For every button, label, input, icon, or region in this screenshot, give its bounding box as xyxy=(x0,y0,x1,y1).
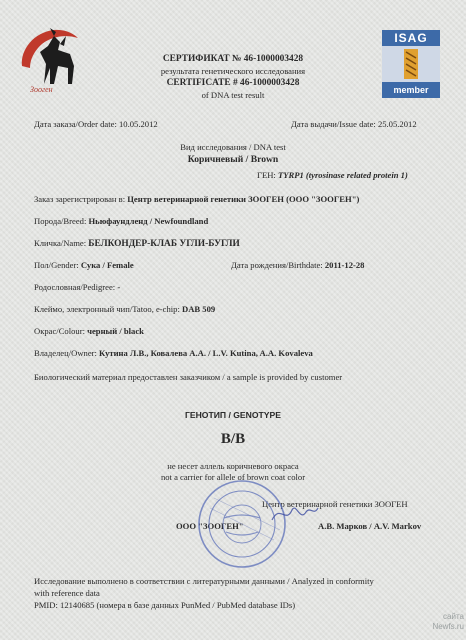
breed-value: Ньюфаундленд / Newfoundland xyxy=(88,216,209,226)
gene-line xyxy=(257,170,408,181)
certificate-title-ru: СЕРТИФИКАТ № 46-1000003428 xyxy=(162,54,304,64)
birthdate-line xyxy=(231,260,364,271)
gender-line xyxy=(34,260,134,271)
order-date-value: 10.05.2012 xyxy=(119,119,158,129)
certificate-subtitle-ru: результата генетического исследования xyxy=(160,66,306,76)
issue-date xyxy=(291,119,417,130)
logo-text: Зооген xyxy=(30,85,53,94)
breed-label: Порода/Breed: xyxy=(34,216,87,226)
site-watermark xyxy=(432,612,464,632)
isag-member-label: member xyxy=(382,82,440,98)
birthdate-label: Дата рождения/Birthdate: xyxy=(231,260,323,270)
issue-date-value: 25.05.2012 xyxy=(377,119,417,129)
result-note-en: not a carrier for allele of brown coat color xyxy=(160,472,306,482)
registered-line xyxy=(34,194,359,205)
company-name: ООО "ЗООГЕН" xyxy=(176,521,244,531)
order-date xyxy=(34,119,158,130)
gender-value: Сука / Female xyxy=(80,260,134,270)
gender-label: Пол/Gender: xyxy=(34,260,79,270)
pubmed-ids: PMID: 12140685 (номера в базе данных PunMed / PubMed database IDs) xyxy=(34,600,296,610)
chip-label: Клеймо, электронный чип/Tatoo, e-chip: xyxy=(34,304,180,314)
watermark-line-1: сайта xyxy=(443,612,464,621)
dna-test-label: Вид исследования / DNA test xyxy=(180,142,286,152)
result-note-ru: не несет аллель коричневого окраса xyxy=(167,461,299,471)
birthdate-value: 2011-12-28 xyxy=(324,260,365,270)
order-date-label: Дата заказа/Order date: xyxy=(34,119,117,129)
genotype-value: B/B xyxy=(220,431,246,447)
name-label: Кличка/Name: xyxy=(34,238,87,248)
owner-line xyxy=(34,348,313,359)
gene-label: ГЕН: xyxy=(257,170,276,180)
certificate-subtitle-en: of DNA test result xyxy=(201,90,265,100)
center-name: Центр ветеринарной генетики ЗООГЕН xyxy=(262,499,408,509)
genotype-label: ГЕНОТИП / GENOTYPE xyxy=(184,410,281,420)
dna-test-value: Коричневый / Brown xyxy=(187,154,279,165)
chip-line xyxy=(34,304,215,315)
chip-value: DAB 509 xyxy=(182,304,216,314)
registered-label: Заказ зарегистрирован в: xyxy=(34,194,126,204)
certificate-title-en: CERTIFICATE # 46-1000003428 xyxy=(166,78,300,88)
conformity-line-2: with reference data xyxy=(34,588,100,598)
colour-value: черный / black xyxy=(87,326,144,336)
registered-value: Центр ветеринарной генетики ЗООГЕН (ООО "ЗООГЕН") xyxy=(127,194,360,204)
owner-label: Владелец/Owner: xyxy=(34,348,97,358)
breed-line xyxy=(34,216,208,227)
isag-name: ISAG xyxy=(382,30,440,46)
handwritten-signature xyxy=(270,500,320,531)
pedigree-label: Родословная/Pedigree: xyxy=(34,282,116,292)
colour-line xyxy=(34,326,144,337)
watermark-line-2: Newfs.ru xyxy=(432,622,464,631)
owner-value: Кутина Л.В., Ковалева А.А. / L.V. Kutina, A.A. Kovaleva xyxy=(99,348,313,358)
pedigree-line xyxy=(34,282,120,293)
signer-name: А.В. Марков / A.V. Markov xyxy=(318,521,422,531)
conformity-line-1: Исследование выполнено в соответствии с литературными данными / Analyzed in conformity xyxy=(34,576,374,586)
biomaterial-note: Биологический материал предоставлен заказчиком / a sample is provided by customer xyxy=(34,372,343,382)
name-line xyxy=(34,238,240,250)
gene-value: TYRP1 (tyrosinase related protein 1) xyxy=(277,170,408,180)
pedigree-value: - xyxy=(117,282,121,292)
signature-scribble-icon xyxy=(270,500,320,526)
name-value: БЕЛКОНДЕР-КЛАБ УГЛИ-БУГЛИ xyxy=(88,239,240,249)
colour-label: Окрас/Colour: xyxy=(34,326,85,336)
issue-date-label: Дата выдачи/Issue date: xyxy=(291,119,376,129)
